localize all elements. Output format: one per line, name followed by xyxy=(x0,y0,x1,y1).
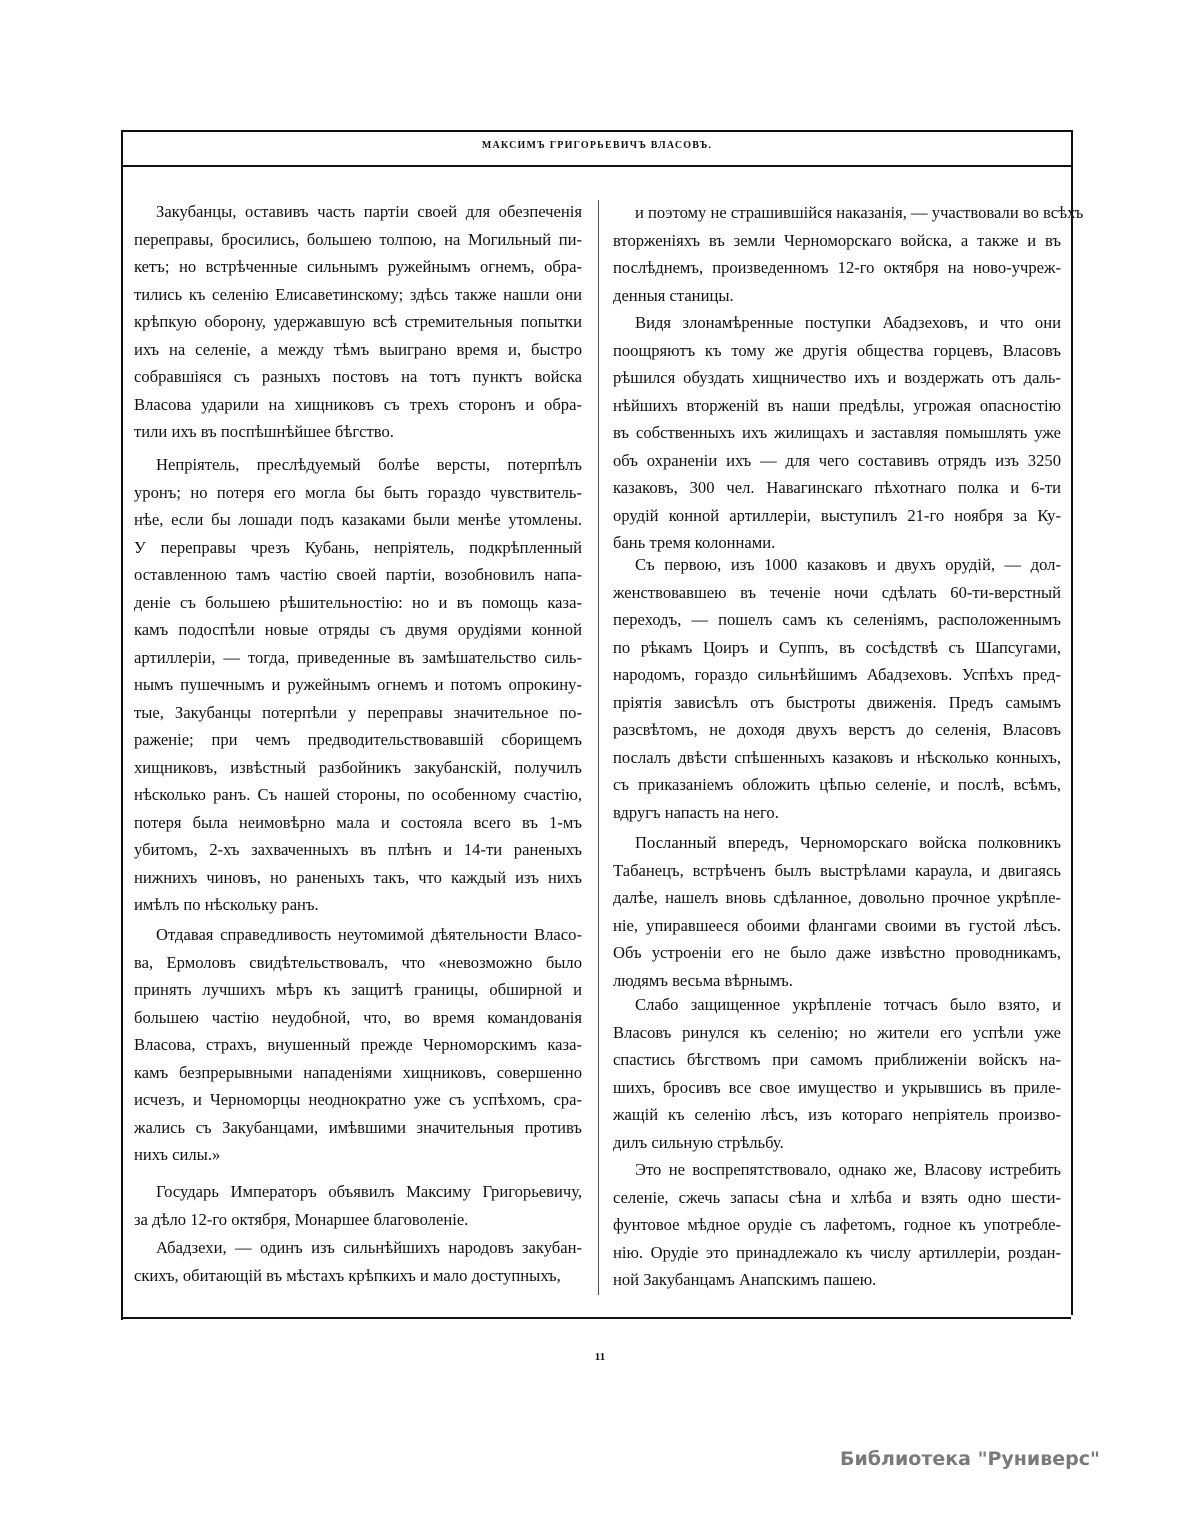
text-line: орудій конной артиллеріи, выступилъ 21-го ноября за Ку- xyxy=(613,505,1061,525)
frame-top-border xyxy=(121,130,1073,132)
text-line: спастись бѣгствомъ при самомъ приближеніи войскъ на- xyxy=(613,1050,1061,1069)
text-line: за дѣло 12-го октября, Монаршее благоволеніе. xyxy=(134,1209,469,1229)
text-line: женствовавшею въ теченіе ночи сдѣлать 60-ти-верстный xyxy=(613,582,1061,602)
text-line: собравшіяся съ разныхъ постовъ на тотъ пунктъ войска xyxy=(134,367,582,386)
header-rule xyxy=(121,165,1073,167)
text-line: Объ устроеніи его не было даже извѣстно проводникамъ, xyxy=(613,943,1061,962)
text-line: Табанецъ, встрѣченъ былъ выстрѣлами караула, и двигаясь xyxy=(613,860,1061,880)
text-line: объ охраненіи ихъ — для чего составивъ отрядъ изъ 3250 xyxy=(613,450,1061,470)
text-line: тились къ селенію Елисаветинскому; здѣсь также нашли они xyxy=(134,284,582,304)
page-number: 11 xyxy=(594,1351,606,1363)
paragraph xyxy=(134,1178,582,1233)
text-line: Власова ударили на хищниковъ съ трехъ сторонъ и обра- xyxy=(134,394,582,414)
text-line: артиллеріи, — тогда, приведенные въ замѣшательство силь- xyxy=(134,647,582,667)
text-line: жались съ Закубанцами, имѣвшими значительныя противъ xyxy=(134,1117,582,1137)
text-line: фунтовое мѣдное орудіе съ лафетомъ, годное къ употребле- xyxy=(613,1215,1061,1234)
running-title: МАКСИМЪ ГРИГОРЬЕВИЧЪ ВЛАСОВЪ. xyxy=(481,140,713,151)
text-line: скихъ, обитающій въ мѣстахъ крѣпкихъ и мало доступныхъ, xyxy=(134,1265,561,1285)
library-watermark: Библиотека "Руниверс" xyxy=(840,1448,1100,1470)
text-line: большею частію неудобной, что, во время командованія xyxy=(134,1007,582,1027)
text-line: рѣшился обуздать хищничество ихъ и воздержать отъ даль- xyxy=(613,368,1061,387)
frame-right-border xyxy=(1071,130,1073,1315)
paragraph xyxy=(134,1234,582,1289)
text-line: по рѣкамъ Цоиръ и Суппъ, въ сосѣдствѣ съ Шапсугами, xyxy=(613,637,1061,657)
text-line: исчезъ, и Черноморцы неоднократно уже съ успѣхомъ, сра- xyxy=(134,1090,582,1109)
text-line: нижнихъ чиновъ, но раненыхъ такъ, что каждый изъ нихъ xyxy=(134,867,582,887)
column-separator xyxy=(598,200,599,1295)
text-line: шихъ, бросивъ все свое имущество и укрывшись въ приле- xyxy=(613,1077,1061,1097)
text-line: раженіе; при чемъ предводительствовавшій сборищемъ xyxy=(134,730,582,749)
text-line: поощряютъ къ тому же другія общества горцевъ, Власовъ xyxy=(613,340,1061,360)
text-line: оставленною тамъ частію своей партіи, возобновилъ напа- xyxy=(134,565,582,584)
text-line: Государь Императоръ объявилъ Максиму Григорьевичу, xyxy=(156,1182,582,1201)
paragraph xyxy=(613,551,1061,826)
paragraph xyxy=(613,1156,1061,1294)
text-line: убитомъ, 2-хъ захваченныхъ въ плѣнъ и 14-ти раненыхъ xyxy=(134,840,582,859)
text-line: Абадзехи, — одинъ изъ сильнѣйшихъ народовъ закубан- xyxy=(156,1238,582,1257)
text-line: нѣе, если бы лошади подъ казаками были менѣе утомлены. xyxy=(134,510,582,529)
frame-left-border xyxy=(121,130,123,1320)
text-line: казаковъ, 300 чел. Навагинскаго пѣхотнаго полка и 6-ти xyxy=(613,478,1061,497)
text-line: селеніе, сжечь запасы сѣна и хлѣба и взять одно шести- xyxy=(613,1187,1061,1207)
text-line: Видя злонамѣренные поступки Абадзеховъ, и что они xyxy=(635,313,1061,332)
text-line: Закубанцы, оставивъ часть партіи своей для обезпеченія xyxy=(156,202,582,221)
text-line: потеря была неимовѣрно мала и состояла всего въ 1-мъ xyxy=(134,812,582,832)
text-line: нымъ пушечнымъ и ружейнымъ огнемъ и потомъ опрокину- xyxy=(134,675,582,694)
text-line: Власовъ ринулся къ селенію; но жители его успѣли уже xyxy=(613,1022,1061,1042)
text-line: въ собственныхъ ихъ жилищахъ и заставляя помышлять уже xyxy=(613,423,1061,442)
text-line: жащій къ селенію лѣсъ, изъ котораго непріятель произво- xyxy=(613,1105,1061,1124)
text-line: тые, Закубанцы потерпѣли у переправы значительное по- xyxy=(134,702,582,722)
bottom-rule xyxy=(121,1317,1071,1319)
text-line: пріятія зависѣлъ отъ быстроты движенія. Предъ самымъ xyxy=(613,692,1061,712)
text-line: тили ихъ въ поспѣшнѣйшее бѣгство. xyxy=(134,422,394,441)
paragraph xyxy=(134,198,582,446)
paragraph xyxy=(134,921,582,1169)
text-line: Отдавая справедливость неутомимой дѣятельности Власо- xyxy=(156,925,582,944)
text-line: имѣлъ по нѣскольку ранъ. xyxy=(134,895,319,914)
text-line: вдругъ напасть на него. xyxy=(613,802,779,822)
text-line: У переправы чрезъ Кубань, непріятель, подкрѣпленный xyxy=(134,537,582,557)
text-line: переправы, бросились, большею толпою, на Могильный пи- xyxy=(134,229,582,249)
text-line: Непріятель, преслѣдуемый болѣе версты, потерпѣлъ xyxy=(156,455,582,474)
text-line: ихъ на селеніе, а между тѣмъ выиграно время и, быстро xyxy=(134,339,582,359)
text-line: кетъ; но встрѣченные сильнымъ ружейнымъ огнемъ, обра- xyxy=(134,257,582,276)
text-line: Это не воспрепятствовало, однако же, Власову истребить xyxy=(635,1160,1061,1179)
paragraph xyxy=(134,451,582,919)
text-line: послалъ двѣсти спѣшенныхъ казаковъ и нѣсколько конныхъ, xyxy=(613,747,1061,767)
text-line: ва, Ермоловъ свидѣтельствовалъ, что «невозможно было xyxy=(134,952,582,972)
paragraph xyxy=(613,199,1084,309)
text-line: переходъ, — пошелъ самъ къ селеніямъ, расположеннымъ xyxy=(613,610,1061,629)
text-line: нѣйшихъ вторженій въ наши предѣлы, угрожая опасностію xyxy=(613,395,1061,415)
text-line: бань тремя колоннами. xyxy=(613,533,776,552)
text-line: крѣпкую оборону, удержавшую всѣ стремительныя попытки xyxy=(134,312,582,331)
text-line: Съ первою, изъ 1000 казаковъ и двухъ орудій, — дол- xyxy=(635,555,1061,574)
text-line: послѣднемъ, произведенномъ 12-го октября на ново-учреж- xyxy=(613,258,1061,277)
text-line: камъ подоспѣли новые отряды съ двумя орудіями конной xyxy=(134,620,582,639)
text-line: ной Закубанцамъ Анапскимъ пашею. xyxy=(613,1270,877,1289)
text-line: деніе съ большею рѣшительностію: но и въ помощь каза- xyxy=(134,592,582,612)
text-line: нихъ силы.» xyxy=(134,1145,221,1164)
text-line: Посланный впередъ, Черноморскаго войска полковникъ xyxy=(635,833,1061,852)
paragraph xyxy=(613,829,1061,994)
text-line: нѣсколько ранъ. Съ нашей стороны, по особенному счастію, xyxy=(134,785,582,804)
text-line: народомъ, гораздо сильнѣйшимъ Абадзеховъ. Успѣхъ пред- xyxy=(613,665,1061,684)
text-line: дилъ сильную стрѣльбу. xyxy=(613,1132,784,1152)
text-line: людямъ весьма вѣрнымъ. xyxy=(613,970,793,990)
paragraph xyxy=(613,991,1061,1156)
text-line: хищниковъ, извѣстный разбойникъ закубанскій, получилъ xyxy=(134,757,582,777)
text-line: и поэтому не страшившійся наказанія, — участвовали во всѣхъ xyxy=(635,203,1084,222)
text-line: съ приказаніемъ обложить цѣпью селеніе, и послѣ, всѣмъ, xyxy=(613,775,1061,794)
text-line: камъ безпрерывными нападеніями хищниковъ, совершенно xyxy=(134,1062,582,1082)
text-line: денныя станицы. xyxy=(613,285,734,305)
text-line: Власова, страхъ, внушенный прежде Черноморскимъ каза- xyxy=(134,1035,582,1054)
text-line: Слабо защищенное укрѣпленіе тотчасъ было взято, и xyxy=(635,995,1061,1014)
text-line: нію. Орудіе это принадлежало къ числу артиллеріи, роздан- xyxy=(613,1242,1061,1262)
text-line: разсвѣтомъ, не доходя двухъ верстъ до селенія, Власовъ xyxy=(613,720,1061,739)
text-line: далѣе, нашелъ вновь сдѣланное, довольно прочное укрѣпле- xyxy=(613,888,1061,907)
text-line: принять лучшихъ мѣръ къ защитѣ границы, обширной и xyxy=(134,980,582,999)
text-line: вторженіяхъ въ земли Черноморскаго войска, а также и въ xyxy=(613,230,1061,250)
paragraph xyxy=(613,309,1061,557)
text-line: ніе, упиравшееся обоими флангами своими въ густой лѣсъ. xyxy=(613,915,1061,935)
text-line: уронъ; но потеря его могла бы быть гораздо чувствитель- xyxy=(134,482,582,502)
